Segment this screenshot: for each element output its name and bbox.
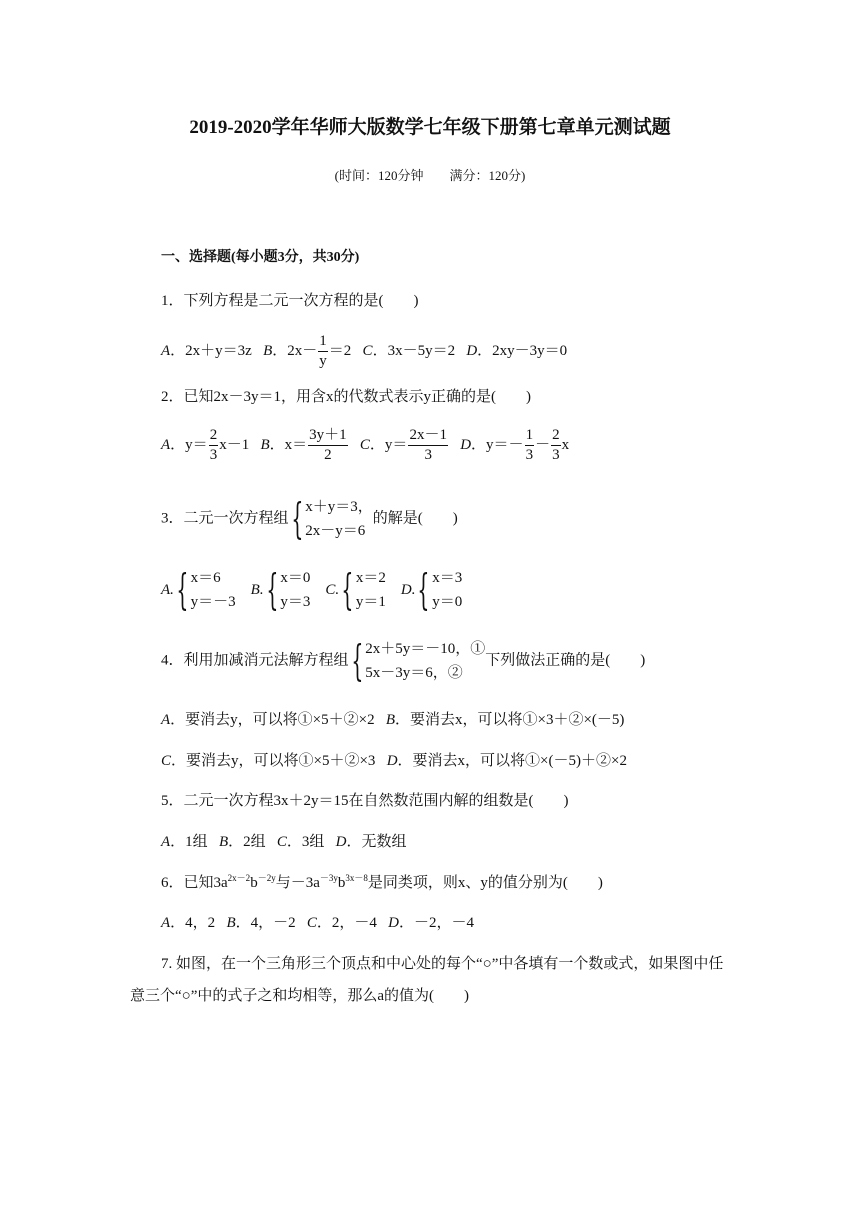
option-d-label: D <box>388 915 399 931</box>
option-b: ．要消去x，可以将①×3＋②×(－5) <box>395 712 625 728</box>
option-c-label: C <box>359 436 370 453</box>
fraction <box>551 428 561 463</box>
option-c-label: C <box>276 834 287 850</box>
equation-2: 2x－y＝6 <box>305 523 366 539</box>
option-a-label: A <box>161 712 171 728</box>
question-6-stem <box>161 873 603 892</box>
option-b: ．2组 <box>228 834 266 850</box>
option-a: ．2x＋y＝3z <box>170 342 252 359</box>
question-2-stem: 2．已知2x－3y＝1，用含x的代数式表示y正确的是( ) <box>161 389 531 405</box>
fraction <box>308 428 348 463</box>
solution-y: y＝0 <box>432 594 463 610</box>
option-b: ．2x－ <box>272 342 318 359</box>
fraction <box>525 428 535 463</box>
option-a-label: A. <box>161 582 174 598</box>
brace-icon: { <box>265 565 278 615</box>
option-d: ．y＝－ <box>471 436 524 453</box>
solution-x: x＝3 <box>432 570 463 586</box>
stem-end: 是同类项，则x、y的值分别为( ) <box>367 875 603 891</box>
option-d-label: D. <box>400 582 416 598</box>
exponent: 2x－2 <box>227 873 251 883</box>
brace-icon: { <box>176 565 189 615</box>
base: 与－3a <box>275 875 320 891</box>
fraction <box>209 428 219 463</box>
option-c <box>325 566 386 614</box>
question-3-stem <box>161 495 458 543</box>
denominator: 3 <box>552 447 560 463</box>
brace-icon: { <box>290 494 303 544</box>
option-c: ．2，－4 <box>316 915 377 931</box>
option-a-label: A <box>161 834 171 850</box>
option-b-label: B <box>218 834 229 850</box>
option-d: ．无数组 <box>346 834 407 850</box>
option-c-label: C <box>161 753 172 769</box>
question-6-options <box>161 914 474 932</box>
minus-sign: － <box>535 436 551 453</box>
option-b-label: B. <box>250 582 264 598</box>
exam-info: (时间：120分钟 满分：120分) <box>334 168 526 183</box>
stem-end: 的解是( ) <box>372 510 458 527</box>
option-c: ．y＝ <box>369 436 408 453</box>
option-a: ．要消去y，可以将①×5＋②×2 <box>170 712 375 728</box>
equation-1: 2x＋5y＝－10，① <box>365 641 486 657</box>
option-c: ．3x－5y＝2 <box>372 342 456 359</box>
question-1-stem: 1．下列方程是二元一次方程的是( ) <box>161 293 419 309</box>
option-b <box>251 566 311 614</box>
brace-icon: { <box>341 565 354 615</box>
numerator: 2x－1 <box>408 428 448 446</box>
option-c: ．要消去y，可以将①×5＋②×3 <box>171 753 376 769</box>
equation-system <box>349 637 486 685</box>
option-a: ．4，2 <box>170 915 216 931</box>
option-a <box>161 566 236 614</box>
numerator: 1 <box>318 334 328 352</box>
question-1-options <box>161 334 567 369</box>
question-4-stem <box>161 637 645 685</box>
option-d-label: D <box>460 436 472 453</box>
option-a-label: A <box>161 915 171 931</box>
equation-system <box>289 495 373 543</box>
numerator: 2 <box>551 428 561 446</box>
page-title: 2019-2020学年华师大版数学七年级下册第七章单元测试题 <box>189 117 671 138</box>
numerator: 2 <box>209 428 219 446</box>
question-5-stem: 5．二元一次方程3x＋2y＝15在自然数范围内解的组数是( ) <box>161 793 569 809</box>
exponent: 3x－8 <box>345 873 368 883</box>
denominator: 3 <box>209 447 218 463</box>
equation-2: 5x－3y＝6，② <box>365 665 463 681</box>
denominator: 2 <box>324 447 332 463</box>
stem-start: 3．二元一次方程组 <box>161 510 289 527</box>
option-d <box>401 566 462 614</box>
numerator: 1 <box>525 428 535 446</box>
option-d-tail: x <box>561 436 570 453</box>
solution-x: x＝2 <box>355 570 386 586</box>
option-d-label: D <box>386 753 398 769</box>
section-heading: 一、选择题(每小题3分，共30分) <box>161 250 360 265</box>
denominator: 3 <box>424 447 432 463</box>
solution-y: y＝3 <box>280 594 311 610</box>
option-b-tail: ＝2 <box>328 342 352 359</box>
question-5-options <box>161 833 407 851</box>
stem-end: 下列做法正确的是( ) <box>485 652 646 669</box>
question-7-stem: 7. 如图，在一个三角形三个顶点和中心处的每个“○”中各填有一个数或式，如果图中任意三个“○”中的式子之和均相等，那么a的值为( ) <box>130 956 724 1005</box>
equation-1: x＋y＝3， <box>305 499 373 515</box>
option-d: ．－2，－4 <box>399 915 475 931</box>
solution-x: x＝6 <box>190 570 221 586</box>
question-2-options <box>161 428 569 463</box>
solution-x: x＝0 <box>280 570 311 586</box>
option-a: ．y＝ <box>170 436 208 453</box>
solution-y: y＝1 <box>355 594 386 610</box>
fraction <box>318 334 328 369</box>
option-a: ．1组 <box>170 834 208 850</box>
base: b <box>337 875 346 891</box>
base: b <box>250 875 258 891</box>
option-b: ．x＝ <box>269 436 308 453</box>
option-d-label: D <box>466 342 478 359</box>
solution-y: y＝－3 <box>190 594 236 610</box>
denominator: 3 <box>525 447 534 463</box>
stem-start: 6．已知3a <box>161 875 228 891</box>
question-4-options-row1 <box>161 711 624 729</box>
numerator: 3y＋1 <box>308 428 348 446</box>
option-a-label: A <box>161 342 171 359</box>
option-d: ．要消去x，可以将①×(－5)＋②×2 <box>397 753 627 769</box>
brace-icon: { <box>350 636 363 686</box>
option-a-label: A <box>161 436 171 453</box>
option-b-label: B <box>385 712 396 728</box>
option-b-label: B <box>260 436 270 453</box>
brace-icon: { <box>417 565 430 615</box>
option-d: ．2xy－3y＝0 <box>477 342 568 359</box>
fraction <box>408 428 448 463</box>
option-b-label: B <box>263 342 273 359</box>
question-3-options <box>161 566 462 614</box>
exponent: －3y <box>319 873 338 883</box>
option-c-label: C. <box>325 582 340 598</box>
option-b-label: B <box>226 915 236 931</box>
exponent: －2y <box>257 873 276 883</box>
option-b: ．4，－2 <box>235 915 296 931</box>
option-d-label: D <box>335 834 347 850</box>
option-a-tail: x－1 <box>219 436 250 453</box>
option-c-label: C <box>306 915 317 931</box>
stem-start: 4．利用加减消元法解方程组 <box>161 652 349 669</box>
option-c: ．3组 <box>286 834 325 850</box>
option-c-label: C <box>362 342 373 359</box>
denominator: y <box>319 353 327 369</box>
question-4-options-row2 <box>161 752 627 770</box>
